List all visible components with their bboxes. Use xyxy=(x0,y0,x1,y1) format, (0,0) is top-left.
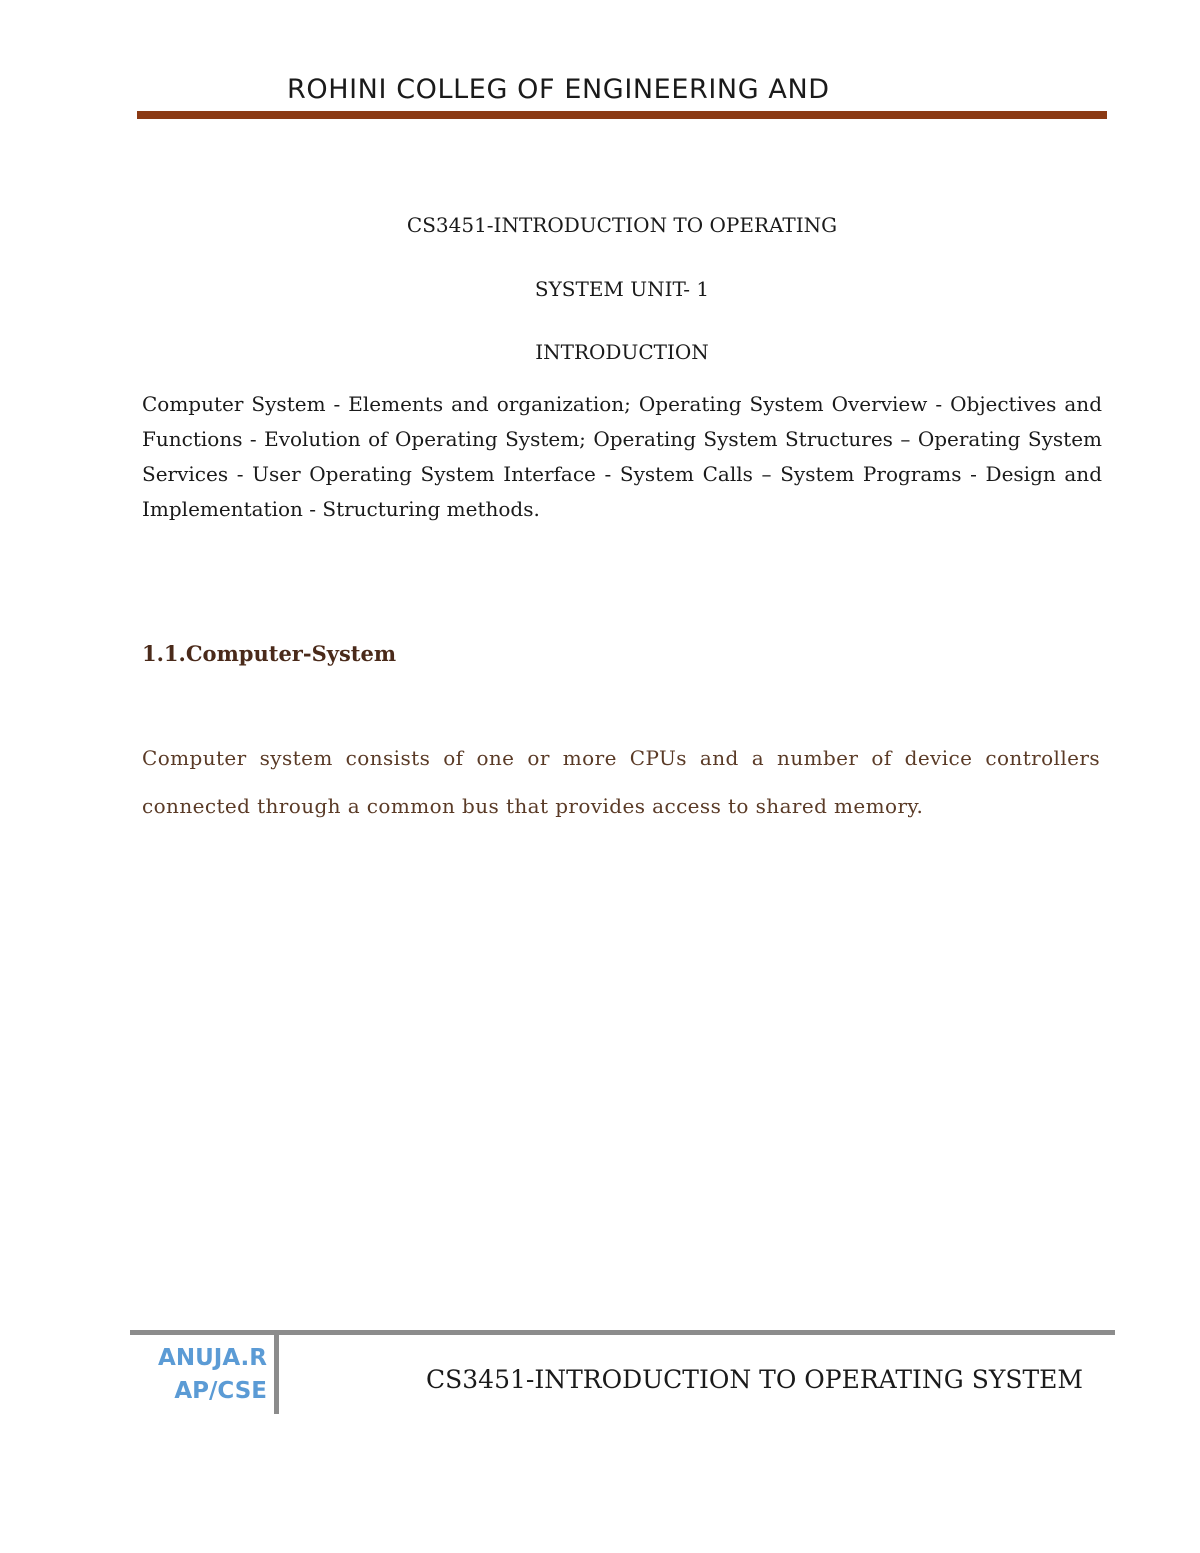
section-heading: 1.1.Computer-System xyxy=(142,641,397,666)
title-line-unit: SYSTEM UNIT- 1 xyxy=(534,277,710,301)
footer-author xyxy=(140,1342,267,1408)
title-line-course: CS3451-INTRODUCTION TO OPERATING xyxy=(406,213,838,237)
section-paragraph: Computer system consists of one or more CPUs and a number of device controllers connected through a common bus that provides access to shared memory. xyxy=(142,746,1100,818)
syllabus-paragraph: Computer System - Elements and organization; Operating System Overview - Objectives and Functions - Evolution of Operating System; Operating System Structures – Operating System Services - User Operating System Interface - System Calls – System Programs - Design and Implementation - Structuring methods. xyxy=(142,392,1102,521)
author-role: AP/CSE xyxy=(174,1378,267,1404)
title-line-topic: INTRODUCTION xyxy=(535,340,709,364)
header-rule xyxy=(137,111,1107,119)
author-name: ANUJA.R xyxy=(158,1345,267,1371)
footer-divider xyxy=(274,1333,279,1414)
page-header-title: ROHINI COLLEG OF ENGINEERING AND xyxy=(287,74,830,105)
footer-course-title: CS3451-INTRODUCTION TO OPERATING SYSTEM xyxy=(426,1365,1083,1394)
